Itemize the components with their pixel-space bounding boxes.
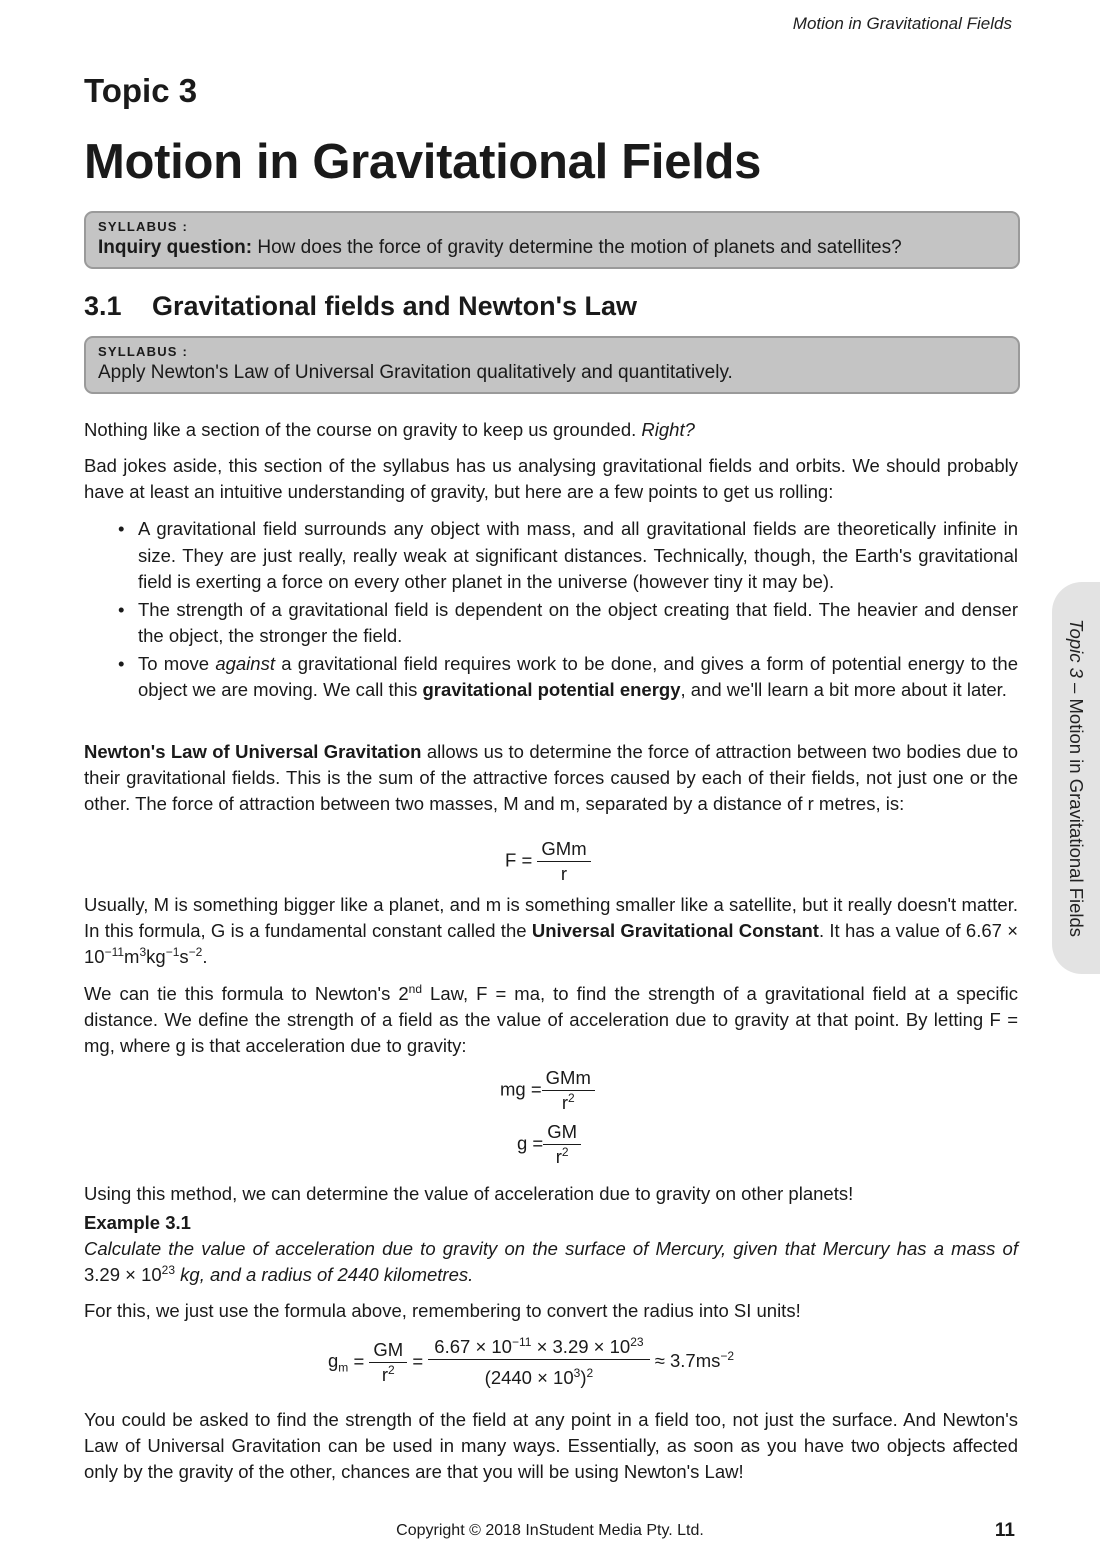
- formula-fraction: [542, 1066, 595, 1115]
- formula-denominator: r: [560, 863, 568, 884]
- numerator-part: 6.67 × 10: [434, 1336, 512, 1357]
- formula-numerator: GM: [369, 1338, 407, 1363]
- inquiry-question: [98, 237, 1006, 259]
- subscript: m: [338, 1361, 349, 1376]
- bullet-emphasis: against: [215, 652, 275, 674]
- exponent: 2: [388, 1362, 395, 1377]
- intro-emphasis: Right?: [641, 419, 695, 440]
- formula-g: [517, 1120, 581, 1169]
- inquiry-text: How does the force of gravity determine the motion of planets and satellites?: [257, 237, 902, 258]
- constant-text: kg: [146, 946, 166, 967]
- intro-paragraph-2: Bad jokes aside, this section of the syllabus has us analysing gravitational fields and orbits. We should probably have at least an intuitive understanding of gravity, but here are a few points to get us rolling:: [84, 455, 1018, 502]
- formula-lhs: F =: [505, 849, 533, 871]
- formula-numerator: [428, 1335, 649, 1360]
- denominator-base: r: [561, 1092, 568, 1113]
- formula-numerator: GMm: [542, 1066, 595, 1091]
- result-value: ≈ 3.7ms: [654, 1350, 721, 1372]
- constant-text: .: [202, 946, 208, 967]
- constant-paragraph: [84, 892, 1018, 970]
- bullet-text: , and we'll learn a bit more about it later.: [680, 679, 1007, 700]
- chapter-title: Motion in Gravitational Fields: [84, 135, 762, 189]
- equals-sign: =: [353, 1350, 365, 1372]
- formula-lhs: mg =: [500, 1078, 542, 1100]
- running-header: Motion in Gravitational Fields: [792, 14, 1012, 33]
- copyright-footer: Copyright © 2018 InStudent Media Pty. Ltd.: [396, 1522, 704, 1539]
- intro-text: Nothing like a section of the course on gravity to keep us grounded.: [84, 419, 637, 440]
- exponent: 3: [573, 1365, 581, 1380]
- bullet-item: • A gravitational field surrounds any object with mass, and all gravitational fields are theoretically infinite in size. They are just really, really weak at significant distances. Technically, though, the Earth's gravitational field is exerting a force on every other planet in the universe (however tiny it may be).: [118, 516, 1018, 596]
- section-number: 3.1: [84, 291, 122, 321]
- formula-fraction: [537, 837, 590, 886]
- newton-text: allows us to determine the force of attraction between two bodies due to their gravitational fields. This is the sum of the attractive forces caused by each of their fields, not just one or the other. The force of attraction between two masses, M and m, separated by a distance of r metres, is:: [84, 741, 1019, 814]
- side-tab-label: [1065, 619, 1087, 937]
- formula-fraction-values: [428, 1335, 649, 1390]
- formula-force: [505, 837, 591, 886]
- question-text: kg, and a radius of 2440 kilometres.: [180, 1264, 474, 1285]
- bullet-text: a gravitational field requires work to be done, and gives a form of potential energy to the object we are moving. We call this: [138, 652, 1018, 700]
- bullet-list: [118, 516, 1018, 705]
- constant-text: m: [124, 946, 140, 967]
- superscript: nd: [408, 981, 423, 996]
- formula-denominator: [543, 1145, 581, 1169]
- closing-paragraph: You could be asked to find the strength of the field at any point in a field too, not just the surface. And Newton's Law of Universal Gravitation can be used in many ways. Essentially, as soon as you have two objects affected only by the gravity of the other, chances are that you will be using Newton's Law!: [84, 1409, 1018, 1482]
- denominator-part: (2440 × 10: [484, 1367, 574, 1388]
- exponent: −11: [511, 1334, 532, 1349]
- formula-numerator: GMm: [537, 837, 590, 862]
- bullet-item: • The strength of a gravitational field is dependent on the object creating that field. The heavier and denser the object, the stronger the field.: [118, 597, 1018, 650]
- answer-intro: For this, we just use the formula above, remembering to convert the radius into SI units!: [84, 1300, 801, 1321]
- constant-text: . It has a value of 6.67 × 10: [84, 920, 1019, 967]
- example-title: Example 3.1: [84, 1212, 191, 1233]
- constant-strong: Universal Gravitational Constant: [531, 920, 819, 941]
- section-heading: [84, 291, 637, 322]
- formula-denominator: [542, 1091, 595, 1115]
- exponent: 23: [630, 1334, 644, 1349]
- formula-denominator: [369, 1363, 407, 1387]
- side-tab-separator: –: [1066, 677, 1087, 699]
- constant-text: s: [179, 946, 189, 967]
- syllabus-box-apply: [84, 336, 1020, 394]
- formula-denominator: [428, 1360, 649, 1390]
- formula-lhs: g =: [517, 1132, 544, 1154]
- numerator-part: × 3.29 × 10: [536, 1336, 631, 1357]
- example-question: [84, 1236, 1018, 1288]
- newton-strong: Newton's Law of Universal Gravitation: [84, 741, 422, 762]
- inquiry-label: Inquiry question:: [98, 237, 253, 258]
- exponent: 3: [139, 944, 147, 959]
- denominator-base: r: [555, 1146, 562, 1167]
- formula-fraction: [543, 1120, 581, 1169]
- exponent: 23: [161, 1262, 176, 1277]
- second-law-text: Law, F = ma, to find the strength of a gravitational field at a specific distance. We define the strength of a field as the value of acceleration due to gravity at that point. By letting F = mg, where g is that acceleration due to gravity:: [84, 983, 1019, 1056]
- syllabus-tag: SYLLABUS :: [98, 219, 188, 234]
- syllabus-box-inquiry: [84, 211, 1020, 269]
- syllabus-text: Apply Newton's Law of Universal Gravitation qualitatively and quantitatively.: [98, 362, 733, 383]
- bullet-text: To move: [138, 652, 210, 674]
- question-text: Calculate the value of acceleration due to gravity on the surface of Mercury, given that Mercury has a mass of: [84, 1238, 1018, 1259]
- side-tab-topic: Topic 3: [1066, 618, 1087, 678]
- question-mass: 3.29 × 10: [84, 1264, 162, 1285]
- exponent: 2: [568, 1090, 575, 1105]
- bullet-strong: gravitational potential energy: [422, 679, 681, 700]
- method-paragraph: Using this method, we can determine the value of acceleration due to gravity on other planets!: [84, 1183, 854, 1204]
- exponent: 2: [586, 1365, 594, 1380]
- formula-result: [655, 1350, 734, 1371]
- equals-sign: =: [412, 1350, 424, 1372]
- formula-lhs: [328, 1350, 349, 1376]
- newton-paragraph: [84, 739, 1018, 817]
- denominator-base: r: [381, 1364, 389, 1385]
- formula-mercury: [328, 1335, 734, 1390]
- formula-fraction: [369, 1338, 407, 1387]
- second-law-paragraph: [84, 981, 1018, 1059]
- exponent: −1: [165, 944, 180, 959]
- topic-label: Topic 3: [84, 72, 198, 109]
- intro-paragraph-1: [84, 417, 1018, 443]
- syllabus-tag: SYLLABUS :: [98, 344, 188, 359]
- bullet-item: [118, 651, 1018, 704]
- exponent: −2: [188, 944, 203, 959]
- exponent: −11: [104, 944, 125, 959]
- denominator-part: ): [580, 1367, 587, 1388]
- section-title: Gravitational fields and Newton's Law: [152, 291, 638, 321]
- page-number: 11: [994, 1520, 1015, 1541]
- formula-numerator: GM: [543, 1120, 581, 1145]
- second-law-text: We can tie this formula to Newton's 2: [84, 983, 409, 1004]
- constant-text: Usually, M is something bigger like a planet, and m is something smaller like a satellite, but it really doesn't matter. In this formula, G is a fundamental constant called the: [84, 894, 1018, 941]
- side-tab-title: Motion in Gravitational Fields: [1066, 698, 1087, 938]
- exponent: −2: [720, 1349, 735, 1364]
- exponent: 2: [561, 1144, 569, 1159]
- formula-mg: [500, 1066, 595, 1115]
- lhs-base: g: [328, 1350, 339, 1372]
